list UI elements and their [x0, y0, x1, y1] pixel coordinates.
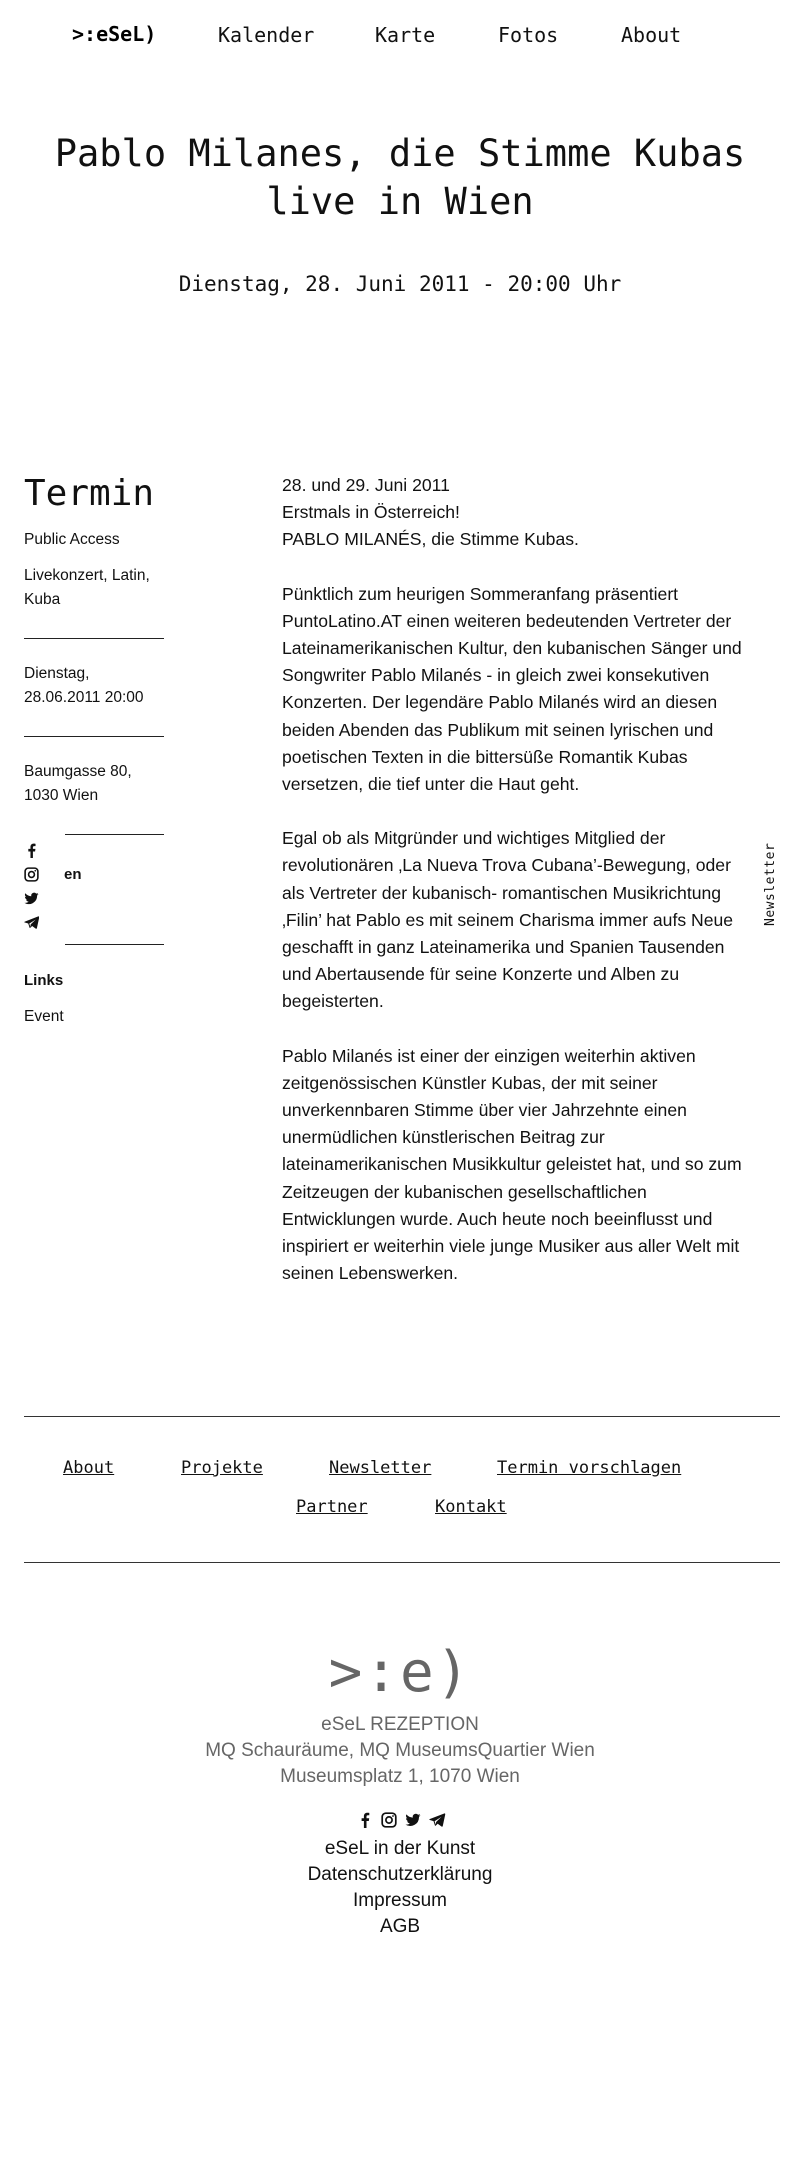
facebook-icon[interactable]	[362, 1813, 370, 1828]
paragraph-line: Pünktlich zum heurigen Sommeranfang präsentiert	[282, 583, 679, 604]
article-intro	[282, 472, 780, 554]
twitter-icon[interactable]	[406, 1814, 421, 1826]
language-label: en	[64, 866, 82, 883]
telegram-icon[interactable]	[429, 1813, 445, 1826]
intro-line: Erstmals in Österreich!	[282, 502, 460, 523]
intro-line: PABLO MILANÉS, die Stimme Kubas.	[282, 529, 579, 550]
footer-link-esel-in-der-kunst[interactable]: eSeL in der Kunst	[324, 1838, 476, 1859]
site-logo[interactable]: >:eSeL)	[72, 22, 157, 46]
paragraph-line: beiden Abenden das Publikum mit seinen lyrischen und	[282, 719, 714, 740]
sidebar-date-line-1: Dienstag,	[24, 665, 90, 682]
twitter-icon[interactable]	[24, 891, 39, 906]
paragraph-line: Entwicklungen wurde. Auch heute noch beeinflusst und	[282, 1208, 713, 1229]
nav-link-about[interactable]: About	[621, 23, 682, 47]
event-link[interactable]: Event	[24, 1008, 64, 1025]
footer-link-agb[interactable]: AGB	[379, 1916, 421, 1937]
footer-address-line: Museumsplatz 1, 1070 Wien	[280, 1766, 520, 1787]
instagram-icon[interactable]	[382, 1813, 396, 1827]
facebook-icon[interactable]	[24, 843, 39, 858]
event-date: Dienstag, 28. Juni 2011 - 20:00 Uhr	[178, 272, 622, 296]
sidebar-divider	[24, 736, 164, 737]
footer-divider	[24, 1562, 780, 1563]
paragraph-line: zeitgenössischen Künstler Kubas, der mit seiner	[282, 1072, 658, 1093]
paragraph-line: unverkennbaren Stimme über vier Jahrzehnte einen	[282, 1100, 687, 1121]
instagram-icon[interactable]	[24, 867, 39, 882]
telegram-icon[interactable]	[24, 915, 39, 930]
paragraph-line: ‚Filin’ hat Pablo es mit seinem Charisma immer aufs Neue	[282, 909, 734, 930]
social-divider	[65, 834, 164, 835]
footer-link-about[interactable]: About	[63, 1458, 115, 1478]
footer-logo: >:e)	[328, 1640, 472, 1705]
sidebar-divider	[24, 638, 164, 639]
paragraph-line: revolutionären ‚La Nueva Trova Cubana’-Bewegung, oder	[282, 855, 731, 876]
paragraph-line: Pablo Milanés ist einer der einzigen weiterhin aktiven	[282, 1045, 696, 1066]
intro-line: 28. und 29. Juni 2011	[282, 475, 450, 495]
paragraph-line: poetischen Texten in die bittersüße Romantik Kubas	[282, 746, 688, 767]
newsletter-tab[interactable]: Newsletter	[763, 842, 778, 926]
paragraph-line: geschafft in ganz Lateinamerika und Spanien Tausenden	[282, 937, 725, 958]
footer-link-datenschutz[interactable]: Datenschutzerklärung	[307, 1864, 493, 1885]
paragraph-line: versetzen, die tief unter die Haut geht.	[282, 774, 580, 795]
address-line-2: 1030 Wien	[24, 787, 99, 804]
paragraph-line: seinen Lebenswerken.	[282, 1263, 459, 1284]
footer-link-partner[interactable]: Partner	[296, 1497, 368, 1517]
article-paragraph-2	[282, 825, 780, 1015]
nav-link-karte[interactable]: Karte	[375, 23, 436, 47]
access-type: Public Access	[24, 531, 120, 548]
paragraph-line: lateinamerikanischen Musikkultur geleistet hat, und so zum	[282, 1154, 742, 1175]
nav-link-fotos[interactable]: Fotos	[498, 23, 559, 47]
footer-link-projekte[interactable]: Projekte	[181, 1458, 263, 1478]
article-body	[282, 472, 780, 1332]
sidebar-heading: Termin	[24, 473, 155, 514]
paragraph-line: Konzerten. Der legendäre Pablo Milanés wird an diesen	[282, 692, 718, 713]
footer-link-newsletter[interactable]: Newsletter	[329, 1458, 432, 1478]
footer-link-termin-vorschlagen[interactable]: Termin vorschlagen	[497, 1458, 682, 1478]
footer-address-line: MQ Schauräume, MQ MuseumsQuartier Wien	[205, 1740, 595, 1761]
article-paragraph-3	[282, 1043, 780, 1288]
paragraph-line: begeisterten.	[282, 991, 384, 1012]
address-line-1: Baumgasse 80,	[24, 763, 132, 780]
paragraph-line: inspiriert er weiterhin viele junge Musiker aus aller Welt mit	[282, 1236, 740, 1257]
links-heading: Links	[24, 972, 64, 989]
footer-link-impressum[interactable]: Impressum	[353, 1890, 447, 1911]
paragraph-line: Songwriter Pablo Milanés - in gleich zwei konsekutiven	[282, 665, 710, 686]
footer-link-kontakt[interactable]: Kontakt	[435, 1497, 507, 1517]
article-paragraph-1	[282, 581, 780, 799]
category-line-1: Livekonzert, Latin,	[24, 567, 150, 584]
paragraph-line: als Vertreter der kubanisch- romantischen Musikrichtung	[282, 882, 722, 903]
paragraph-line: PuntoLatino.AT einen weiteren bedeutenden Vertreter der	[282, 610, 732, 631]
top-nav	[0, 22, 800, 52]
paragraph-line: Egal ob als Mitgründer und wichtiges Mitglied der	[282, 828, 666, 849]
social-divider	[65, 944, 164, 945]
paragraph-line: unermüdlichen künstlerischen Beitrag zur	[282, 1127, 605, 1148]
footer-address-line: eSeL REZEPTION	[321, 1714, 479, 1735]
footer-social-icons	[357, 1812, 447, 1828]
paragraph-line: Zeitzeugen der kubanischen gesellschaftlichen	[282, 1181, 647, 1202]
category-line-2: Kuba	[24, 591, 61, 608]
paragraph-line: Lateinamerikanischen Kultur, den kubanischen Sänger und	[282, 638, 742, 659]
paragraph-line: und Abertausende für seine Konzerte und Alben zu	[282, 964, 680, 985]
sidebar-date-line-2: 28.06.2011 20:00	[24, 689, 144, 706]
footer-divider	[24, 1416, 780, 1417]
nav-link-kalender[interactable]: Kalender	[218, 23, 315, 47]
event-title: Pablo Milanes, die Stimme Kubas live in Wien	[54, 132, 746, 223]
